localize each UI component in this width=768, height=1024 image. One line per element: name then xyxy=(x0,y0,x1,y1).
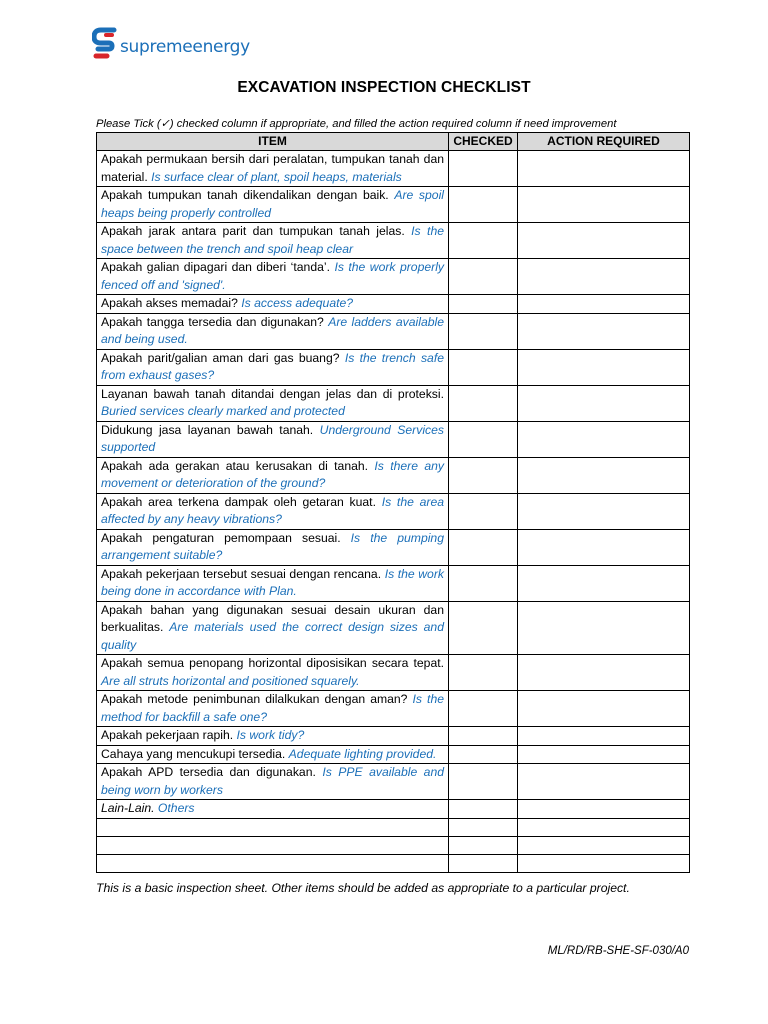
item-text-english: Buried services clearly marked and protected xyxy=(101,404,345,418)
empty-row xyxy=(97,854,690,872)
action-required-cell[interactable] xyxy=(518,259,690,295)
checked-cell[interactable] xyxy=(449,295,518,314)
checked-cell[interactable] xyxy=(449,187,518,223)
item-cell[interactable] xyxy=(97,854,449,872)
item-text-malay: Apakah jarak antara parit dan tumpukan tanah jelas. xyxy=(101,224,405,238)
item-cell xyxy=(97,385,449,421)
item-cell xyxy=(97,223,449,259)
checked-cell[interactable] xyxy=(449,854,518,872)
supreme-energy-logo-icon xyxy=(92,27,118,61)
table-row xyxy=(97,421,690,457)
footnote: This is a basic inspection sheet. Other items should be added as appropriate to a particular project. xyxy=(96,881,630,895)
checked-cell[interactable] xyxy=(449,529,518,565)
action-required-cell[interactable] xyxy=(518,295,690,314)
checked-cell[interactable] xyxy=(449,259,518,295)
item-cell xyxy=(97,529,449,565)
item-cell xyxy=(97,655,449,691)
checked-cell[interactable] xyxy=(449,493,518,529)
item-text-english: Is the space between the trench and spoil heap clear xyxy=(101,224,444,256)
item-text-malay: Apakah akses memadai? xyxy=(101,296,238,310)
checked-cell[interactable] xyxy=(449,800,518,819)
table-row xyxy=(97,259,690,295)
action-required-cell[interactable] xyxy=(518,800,690,819)
action-required-cell[interactable] xyxy=(518,854,690,872)
item-cell xyxy=(97,421,449,457)
table-row xyxy=(97,691,690,727)
document-number: ML/RD/RB-SHE-SF-030/A0 xyxy=(547,945,689,957)
checked-cell[interactable] xyxy=(449,151,518,187)
item-text-malay: Apakah pekerjaan rapih. xyxy=(101,728,234,742)
item-text-malay: Didukung jasa layanan bawah tanah. xyxy=(101,422,314,437)
checked-cell[interactable] xyxy=(449,691,518,727)
empty-row xyxy=(97,836,690,854)
item-text-english: Is the trench safe from exhaust gases? xyxy=(101,350,444,382)
checklist-table xyxy=(96,132,690,873)
action-required-cell[interactable] xyxy=(518,187,690,223)
item-text-english: Are spoil heaps being properly controlled xyxy=(101,188,444,220)
item-text-english: Adequate lighting provided. xyxy=(288,746,437,761)
table-row xyxy=(97,745,690,764)
table-row xyxy=(97,800,690,819)
action-required-cell[interactable] xyxy=(518,421,690,457)
action-required-cell[interactable] xyxy=(518,655,690,691)
item-cell xyxy=(97,151,449,187)
item-text-english: Are ladders available and being used. xyxy=(101,314,444,346)
table-row xyxy=(97,187,690,223)
table-row xyxy=(97,727,690,746)
table-header-row xyxy=(97,133,690,151)
item-text-malay: Lain-Lain. xyxy=(101,801,155,815)
table-row xyxy=(97,565,690,601)
item-text-malay: Apakah pengaturan pemompaan sesuai. xyxy=(101,530,341,545)
item-text-english: Is surface clear of plant, spoil heaps, materials xyxy=(151,169,402,184)
item-text-malay: Apakah APD tersedia dan digunakan. xyxy=(101,765,316,779)
checked-cell[interactable] xyxy=(449,818,518,836)
header-action-required: ACTION REQUIRED xyxy=(518,133,690,151)
item-text-english: Is the method for backfill a safe one? xyxy=(101,692,445,724)
action-required-cell[interactable] xyxy=(518,457,690,493)
item-text-english: Is the work properly fenced off and 'signed'. xyxy=(101,260,444,292)
item-text-english: Is PPE available and being worn by workers xyxy=(101,765,445,797)
checked-cell[interactable] xyxy=(449,421,518,457)
checked-cell[interactable] xyxy=(449,836,518,854)
header-checked: CHECKED xyxy=(449,133,518,151)
item-text-malay: Apakah galian dipagari dan diberi ‘tanda’. xyxy=(101,260,330,274)
item-text-malay: Apakah tangga tersedia dan digunakan? xyxy=(101,314,324,329)
table-row xyxy=(97,151,690,187)
page-title: EXCAVATION INSPECTION CHECKLIST xyxy=(237,79,531,96)
item-cell xyxy=(97,295,449,314)
item-cell xyxy=(97,313,449,349)
item-cell xyxy=(97,764,449,800)
instruction-text: Please Tick (✓) checked column if appropriate, and filled the action required column if need improvement xyxy=(96,118,617,130)
header-item: ITEM xyxy=(97,133,449,151)
item-cell xyxy=(97,601,449,655)
action-required-cell[interactable] xyxy=(518,493,690,529)
action-required-cell[interactable] xyxy=(518,349,690,385)
action-required-cell[interactable] xyxy=(518,601,690,655)
checked-cell[interactable] xyxy=(449,601,518,655)
checked-cell[interactable] xyxy=(449,565,518,601)
item-text-malay: Apakah parit/galian aman dari gas buang? xyxy=(101,350,340,365)
item-text-english: Are all struts horizontal and positioned squarely. xyxy=(101,673,360,688)
item-text-malay: Cahaya yang mencukupi tersedia. xyxy=(101,746,286,761)
action-required-cell[interactable] xyxy=(518,313,690,349)
item-text-malay: Apakah semua penopang horizontal diposisikan secara tepat. xyxy=(101,656,444,670)
table-row xyxy=(97,313,690,349)
action-required-cell[interactable] xyxy=(518,727,690,746)
item-text-malay: Apakah tumpukan tanah dikendalikan dengan baik. xyxy=(101,188,389,202)
table-row xyxy=(97,223,690,259)
action-required-cell[interactable] xyxy=(518,223,690,259)
item-text-malay: Layanan bawah tanah ditandai dengan jelas dan di proteksi. xyxy=(101,386,444,401)
table-row xyxy=(97,295,690,314)
action-required-cell[interactable] xyxy=(518,151,690,187)
action-required-cell[interactable] xyxy=(518,764,690,800)
checked-cell[interactable] xyxy=(449,764,518,800)
action-required-cell[interactable] xyxy=(518,565,690,601)
item-text-english: Is the area affected by any heavy vibrations? xyxy=(101,494,445,526)
action-required-cell[interactable] xyxy=(518,745,690,764)
table-row xyxy=(97,349,690,385)
checked-cell[interactable] xyxy=(449,385,518,421)
table-row xyxy=(97,655,690,691)
item-text-malay: Apakah area terkena dampak oleh getaran kuat. xyxy=(101,494,376,509)
action-required-cell[interactable] xyxy=(518,385,690,421)
item-cell xyxy=(97,493,449,529)
item-text-english: Is the pumping arrangement suitable? xyxy=(101,530,444,562)
checked-cell[interactable] xyxy=(449,655,518,691)
checked-cell[interactable] xyxy=(449,223,518,259)
checked-cell[interactable] xyxy=(449,727,518,746)
action-required-cell[interactable] xyxy=(518,529,690,565)
table-row xyxy=(97,457,690,493)
table-row xyxy=(97,385,690,421)
item-text-english: Is the work being done in accordance with Plan. xyxy=(101,566,444,598)
item-text-english: Is access adequate? xyxy=(241,296,354,310)
item-cell xyxy=(97,691,449,727)
checked-cell[interactable] xyxy=(449,745,518,764)
table-row xyxy=(97,493,690,529)
action-required-cell[interactable] xyxy=(518,836,690,854)
checked-cell[interactable] xyxy=(449,313,518,349)
item-cell xyxy=(97,745,449,764)
company-logo xyxy=(92,26,250,62)
item-text-malay: Apakah metode penimbunan dilalkukan dengan aman? xyxy=(101,692,408,706)
empty-row xyxy=(97,818,690,836)
table-row xyxy=(97,601,690,655)
item-cell xyxy=(97,727,449,746)
action-required-cell[interactable] xyxy=(518,818,690,836)
item-cell[interactable] xyxy=(97,818,449,836)
item-cell xyxy=(97,259,449,295)
logo-wordmark: supremeenergy xyxy=(120,37,250,57)
item-text-english: Underground Services supported xyxy=(101,422,445,454)
item-text-english: Is work tidy? xyxy=(236,728,305,742)
item-cell xyxy=(97,187,449,223)
item-text-english: Others xyxy=(157,801,195,815)
item-cell xyxy=(97,457,449,493)
action-required-cell[interactable] xyxy=(518,691,690,727)
item-text-malay: Apakah pekerjaan tersebut sesuai dengan rencana. xyxy=(101,566,382,581)
item-cell xyxy=(97,565,449,601)
table-row xyxy=(97,529,690,565)
item-text-malay: Apakah ada gerakan atau kerusakan di tanah. xyxy=(101,458,369,473)
item-text-english: Is there any movement or deterioration of the ground? xyxy=(101,458,444,490)
checked-cell[interactable] xyxy=(449,457,518,493)
item-cell xyxy=(97,800,449,819)
item-cell xyxy=(97,349,449,385)
item-cell[interactable] xyxy=(97,836,449,854)
checked-cell[interactable] xyxy=(449,349,518,385)
item-text-english: Are materials used the correct design sizes and quality xyxy=(101,620,444,652)
item-text-malay: Apakah bahan yang digunakan sesuai desain ukuran dan berkualitas. xyxy=(101,602,444,634)
table-row xyxy=(97,764,690,800)
item-text-malay: Apakah permukaan bersih dari peralatan, tumpukan tanah dan material. xyxy=(101,152,444,184)
